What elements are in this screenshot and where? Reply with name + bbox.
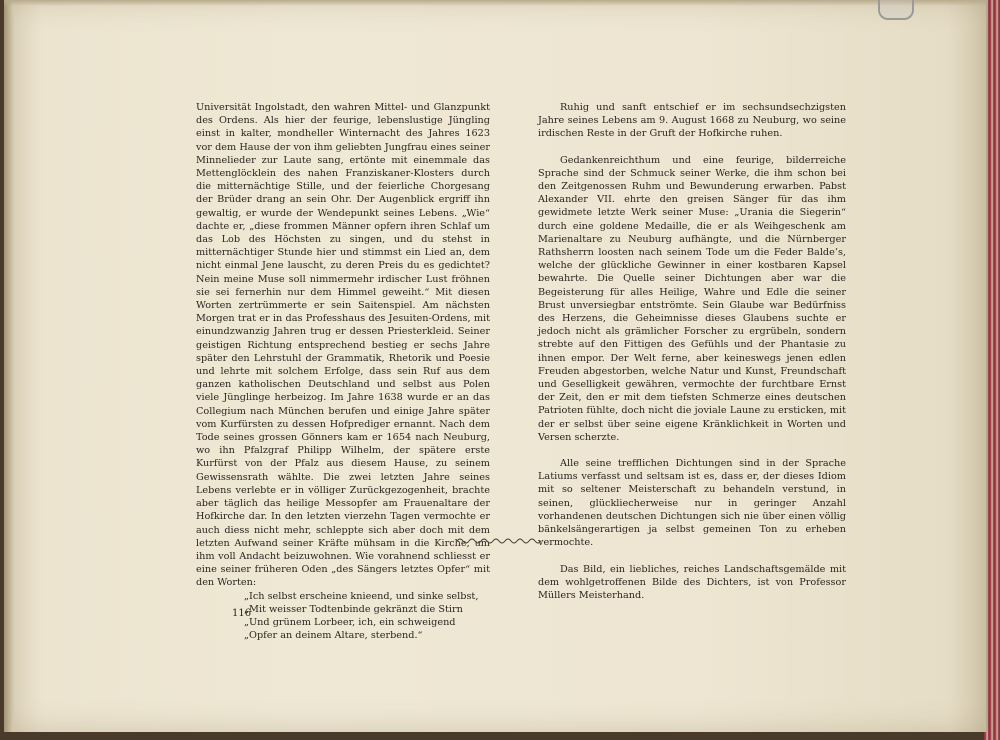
poem-line: „Mit weisser Todtenbinde gekränzt die Stirn xyxy=(244,603,463,615)
left-paragraph-1: Universität Ingolstadt, den wahren Mittel- und Glanzpunkt des Ordens. Als hier der feurige, lebenslustige Jüngling einst in kalter, mondheller Winternacht des Jahres 1623 vor dem Hause der von ihm geliebten Jungfrau eines seiner Minnelieder zur Laute sang, ertönte mit einemmale das Mettenglöcklein des nahen Franziskaner-Klosters durch die mitternächtige Stille, und der feierliche Chorgesang der Brüder drang an sein Ohr. Der Augenblick ergriff ihn gewaltig, er wurde der Wendepunkt seines Lebens. „Wie“ dachte er, „diese frommen Männer opfern ihren Schlaf um das Lob des Höchsten zu singen, und du stehst in mitternächtiger Stunde hier und stimmst ein Lied an, dem nicht einmal Jene lauscht, zu deren Preis du es gedichtet? Nein meine Muse soll nimmermehr irdischer Lust fröhnen sie sei fernerhin nur dem Himmel geweiht.“ Mit diesen Worten zertrümmerte er sein Saitenspiel. Am nächsten Morgen trat er in das Professhaus des Jesuiten-Ordens, mit einundzwanzig Jahren trug er dessen Priesterkleid. Seiner geistigen Richtung entsprechend bestieg er sechs Jahre später den Lehrstuhl der Grammatik, Rhetorik und Poesie und lehrte mit solchem Erfolge, dass sein Ruf aus dem ganzen katholischen Deutschland und selbst aus Polen viele Jünglinge herbeizog. Im Jahre 1638 wurde er an das Collegium nach München berufen und einige Jahre später vom Kurfürsten zu dessen Hofprediger ernannt. Nach dem Tode seines grossen Gönners kam er 1654 nach Neuburg, wo ihn Pfalzgraf Philipp Wilhelm, der spätere erste Kurfürst von der Pfalz aus diesem Hause, zu seinem Gewissensrath wählte. Die zwei letzten Jahre seines Lebens verlebte er in völliger Zurückgezogenheit, brachte aber täglich das heilige Messopfer am Frauenaltare der Hofkirche dar. In den letzten vierzehn Tagen vermochte er auch diess nicht mehr, schleppte sich aber doch mit dem letzten Aufwand seiner Kräfte mühsam in die Kirche, um ihm voll Andacht beizuwohnen. Wie vorahnend schliesst er eine seiner früheren Oden „des Sängers letztes Opfer“ mit den Worten: xyxy=(196,102,490,589)
right-text-column xyxy=(538,101,846,602)
right-paragraph-1: Ruhig und sanft entschief er im sechsundsechzigsten Jahre seines Lebens am 9. August 1668 zu Neuburg, wo seine irdischen Reste in der Gruft der Hofkirche ruhen. xyxy=(538,102,846,140)
page-top-edge xyxy=(4,0,986,6)
poem-quote xyxy=(244,590,490,643)
paper-clip-icon xyxy=(878,0,914,20)
wavy-divider-ornament xyxy=(455,536,545,546)
left-text-column xyxy=(196,101,490,642)
page-number: 116 xyxy=(232,608,252,619)
right-paragraph-2: Gedankenreichthum und eine feurige, bilderreiche Sprache sind der Schmuck seiner Werke, die ihm schon bei den Zeitgenossen Ruhm und Bewunderung erwarben. Pabst Alexander VII. ehrte den greisen Sänger für das ihm gewidmete letzte Werk seiner Muse: „Urania die Siegerin“ durch eine goldene Medaille, die er als Weihgeschenk am Marienaltare zu Neuburg aufhängte, und die Nürnberger Rathsherrn loosten nach seinem Tode um die Feder Balde’s, welche der glückliche Gewinner in einer kostbaren Kapsel bewahrte. Die Quelle seiner Dichtungen aber war die Begeisterung für alles Heilige, Wahre und Edle die seiner Brust unversiegbar entströmte. Sein Glaube war Bedürfniss des Herzens, die Geheimnisse dieses Glaubens suchte er jedoch nicht als grämlicher Forscher zu ergrübeln, sondern strebte auf den Fittigen des Gefühls und der Phantasie zu ihnen empor. Der Welt ferne, aber keineswegs jenen edlen Freuden abgestorben, welche Natur und Kunst, Freundschaft und Geselligkeit gewähren, vermochte der furchtbare Ernst der Zeit, den er mit dem tiefsten Schmerze eines deutschen Patrioten fühlte, doch nicht die joviale Laune zu ersticken, mit der er selbst über seine eigene Kränklichkeit in Worten und Versen scherzte. xyxy=(538,154,846,443)
right-paragraph-3: Alle seine trefflichen Dichtungen sind in der Sprache Latiums verfasst und seltsam ist es, dass er, der dieses Idiom mit so seltener Meisterschaft zu behandeln verstund, in seinen, glückliecherweise nur in geringer Anzahl vorhandenen deutschen Dichtungen sich nie über einen völlig bänkelsängerartigen ja selbst gemeinen Ton zu erheben vermochte. xyxy=(538,458,846,549)
right-paragraph-4: Das Bild, ein liebliches, reiches Landschaftsgemälde mit dem wohlgetroffenen Bilde des Dichters, ist von Professor Müllers Meisterhand. xyxy=(538,563,846,601)
page-gutter-shadow xyxy=(4,0,14,732)
poem-line: „Ich selbst erscheine knieend, und sinke selbst, xyxy=(244,590,479,602)
poem-line: „Und grünem Lorbeer, ich, ein schweigend xyxy=(244,616,456,628)
poem-line: „Opfer an deinem Altare, sterbend.“ xyxy=(244,630,423,642)
